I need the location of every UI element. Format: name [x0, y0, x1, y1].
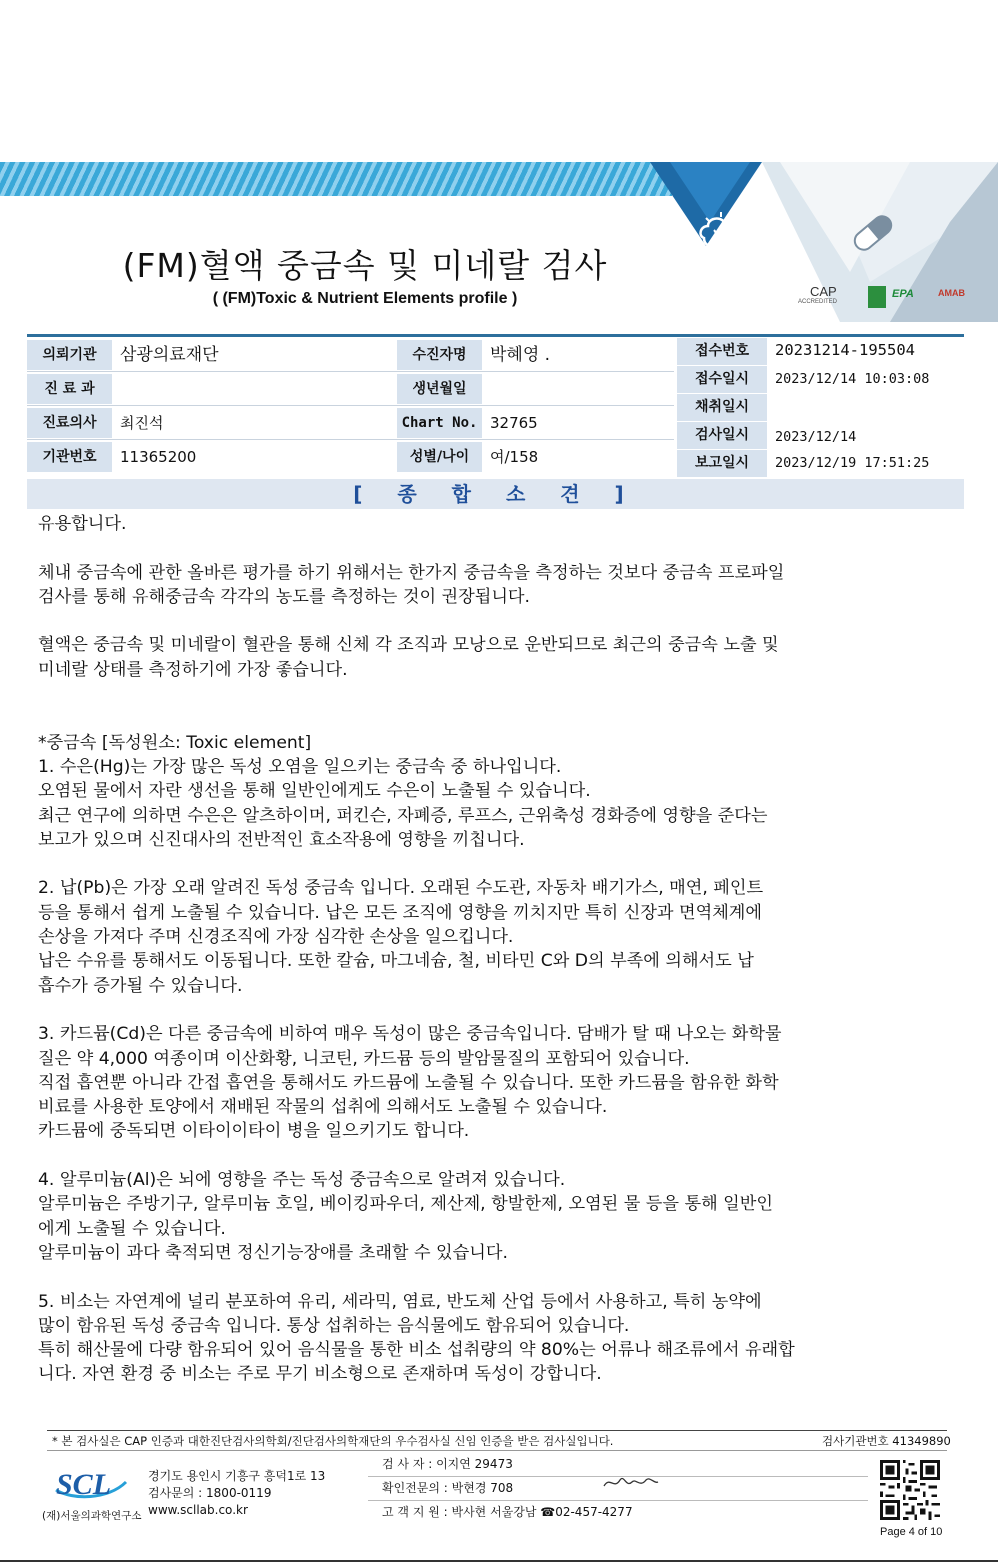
summary-body [38, 512, 968, 1387]
body-line: 많이 함유된 독성 중금속 입니다. 통상 섭취하는 음식물에도 함유되어 있습니다. [38, 1315, 630, 1336]
body-line [38, 706, 968, 730]
confirming-physician: 확인전문의 : 박현경 708 [382, 1481, 514, 1495]
row-divider [27, 439, 674, 440]
label-receipt-no: 접수번호 [677, 338, 767, 365]
value-sex-age: 여/158 [484, 442, 674, 472]
value-birthdate [484, 374, 674, 404]
lm-logo [868, 286, 886, 308]
body-line: 3. 카드뮴(Cd)은 다른 중금속에 비하여 매우 독성이 많은 중금속입니다. 담배가 탈 때 나오는 화학물 [38, 1024, 782, 1045]
body-line: 흡수가 증가될 수 있습니다. [38, 975, 243, 996]
body-line: 납은 수유를 통해서도 이동됩니다. 또한 칼슘, 마그네슘, 철, 비타민 C와 D의 부족에 의해서도 납 [38, 951, 754, 972]
label-collection-date: 채취일시 [677, 394, 767, 421]
page-number: Page 4 of 10 [880, 1526, 943, 1538]
body-line [38, 1144, 968, 1168]
body-line: 손상을 가져다 주며 신경조직에 가장 심각한 손상을 일으킵니다. [38, 927, 514, 948]
lab-address-block [148, 1468, 325, 1519]
certification-note: * 본 검사실은 CAP 인증과 대한진단검사의학회/진단검사의학재단의 우수검사실 신임 인증을 받은 검사실입니다. [52, 1434, 614, 1448]
customer-support: 고 객 지 원 : 박사현 서울강남 ☎02-457-4277 [382, 1505, 633, 1519]
value-test-date: 2023/12/14 [769, 422, 964, 449]
body-line: 알루미늄은 주방기구, 알루미늄 호일, 베이킹파우더, 제산제, 항발한제, 오염된 물 등을 통해 일반인 [38, 1194, 773, 1215]
body-line [38, 998, 968, 1022]
value-physician: 최진석 [114, 408, 394, 438]
address: 경기도 용인시 기흥구 흥덕1로 13 [148, 1469, 326, 1483]
capsule-icon [848, 210, 898, 256]
header-stripe-band [0, 162, 672, 196]
body-line: 등을 통해서 쉽게 노출될 수 있습니다. 납은 모든 조직에 영향을 끼치지만 특히 신장과 면역체계에 [38, 902, 763, 923]
footer-top-rule [47, 1430, 947, 1431]
body-line: 2. 납(Pb)은 가장 오래 알려진 독성 중금속 입니다. 오래된 수도관, 자동차 배기가스, 매연, 페인트 [38, 878, 764, 899]
label-department: 진 료 과 [27, 374, 112, 404]
body-line: 보고가 있으며 신진대사의 전반적인 효소작용에 영향을 끼칩니다. [38, 829, 525, 850]
body-line: 최근 연구에 의하면 수은은 알츠하이머, 퍼킨슨, 자폐증, 루프스, 근위축성 경화증에 영향을 준다는 [38, 805, 768, 826]
website-link[interactable]: www.scllab.co.kr [148, 1503, 248, 1517]
signature [600, 1472, 660, 1494]
label-patient-name: 수진자명 [397, 340, 482, 370]
label-org-number: 기관번호 [27, 442, 112, 472]
body-line [38, 1265, 968, 1289]
body-line: 오염된 물에서 자란 생선을 통해 일반인에게도 수은이 노출될 수 있습니다. [38, 781, 591, 802]
body-line: 알루미늄이 과다 축적되면 정신기능장애를 초래할 수 있습니다. [38, 1242, 508, 1263]
amab-logo: AMAB [938, 288, 965, 298]
body-line: 카드뮴에 중독되면 이타이이타이 병을 일으키기도 합니다. [38, 1121, 470, 1142]
value-receipt-no: 20231214-195504 [769, 338, 964, 365]
qr-code[interactable] [880, 1460, 940, 1520]
body-line: 특히 해산물에 다량 함유되어 있어 음식물을 통한 비소 섭취량의 약 80%는 어류나 해조류에서 유래합 [38, 1340, 795, 1361]
body-line [38, 682, 968, 706]
page-title: (FM)혈액 중금속 및 미네랄 검사 [122, 246, 608, 285]
footer-rule [47, 1450, 947, 1451]
body-line: *중금속 [독성원소: Toxic element] [38, 732, 312, 753]
body-line: 니다. 자연 환경 중 비소는 주로 무기 비소형으로 존재하며 독성이 강합니다. [38, 1364, 602, 1385]
value-collection-date [769, 394, 964, 421]
body-line: 1. 수은(Hg)는 가장 많은 독성 오염을 일으키는 중금속 중 하나입니다. [38, 756, 562, 777]
footer-bottom-rule [0, 1560, 998, 1562]
label-report-date: 보고일시 [677, 450, 767, 477]
label-sex-age: 성별/나이 [397, 442, 482, 472]
cert-logos [796, 284, 966, 310]
phone: 검사문의 : 1800-0119 [148, 1486, 272, 1500]
body-line: 혈액은 중금속 및 미네랄이 혈관을 통해 신체 각 조직과 모낭으로 운반되므로 최근의 중금속 노출 및 [38, 635, 779, 656]
body-line: 유용합니다. [38, 514, 127, 534]
body-line: 5. 비소는 자연계에 널리 분포하여 유리, 세라믹, 염료, 반도체 산업 등에서 사용하고, 특히 농약에 [38, 1291, 762, 1312]
value-patient-name: 박혜영 . [484, 340, 674, 370]
cap-logo: CAP [810, 284, 837, 299]
examiner: 검 사 자 : 이지연 29473 [382, 1457, 513, 1471]
body-line: 직접 흡연뿐 아니라 간접 흡연을 통해서도 카드뮴에 노출될 수 있습니다. 또한 카드뮴을 함유한 화학 [38, 1072, 779, 1093]
table-top-rule [27, 334, 964, 337]
body-line [38, 852, 968, 876]
summary-heading: [ 종 합 소 견 ] [27, 479, 964, 509]
scl-logo-text: SCL [56, 1468, 112, 1501]
body-line: 미네랄 상태를 측정하기에 가장 좋습니다. [38, 659, 348, 680]
value-report-date: 2023/12/19 17:51:25 [769, 450, 964, 477]
patient-info-table [27, 338, 964, 478]
lab-number: 검사기관번호 41349890 [822, 1434, 951, 1448]
body-line: 4. 알루미늄(Al)은 뇌에 영향을 주는 독성 중금속으로 알려져 있습니다. [38, 1170, 566, 1191]
value-receipt-date: 2023/12/14 10:03:08 [769, 366, 964, 393]
value-department [114, 374, 394, 404]
cap-accredited-text: ACCREDITED [798, 299, 838, 305]
label-receipt-date: 접수일시 [677, 366, 767, 393]
value-org-number: 11365200 [114, 442, 394, 472]
body-line: 에게 노출될 수 있습니다. [38, 1218, 226, 1239]
label-test-date: 검사일시 [677, 422, 767, 449]
body-line: 체내 중금속에 관한 올바른 평가를 하기 위해서는 한가지 중금속을 측정하는 것보다 중금속 프로파일 [38, 562, 785, 583]
label-chart-no: Chart No. [397, 408, 482, 438]
label-physician: 진료의사 [27, 408, 112, 438]
label-requesting-org: 의뢰기관 [27, 340, 112, 370]
body-line: 검사를 통해 유해중금속 각각의 농도를 측정하는 것이 권장됩니다. [38, 586, 530, 607]
value-requesting-org: 삼광의료재단 [114, 340, 394, 370]
body-line: 질은 약 4,000 여종이며 이산화황, 니코틴, 카드뮴 등의 발암물질의 포함되어 있습니다. [38, 1048, 690, 1069]
body-line [38, 536, 968, 560]
row-divider [27, 371, 674, 372]
value-chart-no: 32765 [484, 408, 674, 438]
body-line [38, 609, 968, 633]
scl-logo [52, 1460, 130, 1508]
body-line: 비료를 사용한 토양에서 재배된 작물의 섭취에 의해서도 노출될 수 있습니다. [38, 1097, 608, 1118]
page-subtitle: ( (FM)Toxic & Nutrient Elements profile ) [212, 290, 518, 307]
org-name: (재)서울의과학연구소 [42, 1510, 142, 1522]
label-birthdate: 생년월일 [397, 374, 482, 404]
row-divider [27, 405, 674, 406]
epa-logo: EPA [892, 288, 914, 300]
